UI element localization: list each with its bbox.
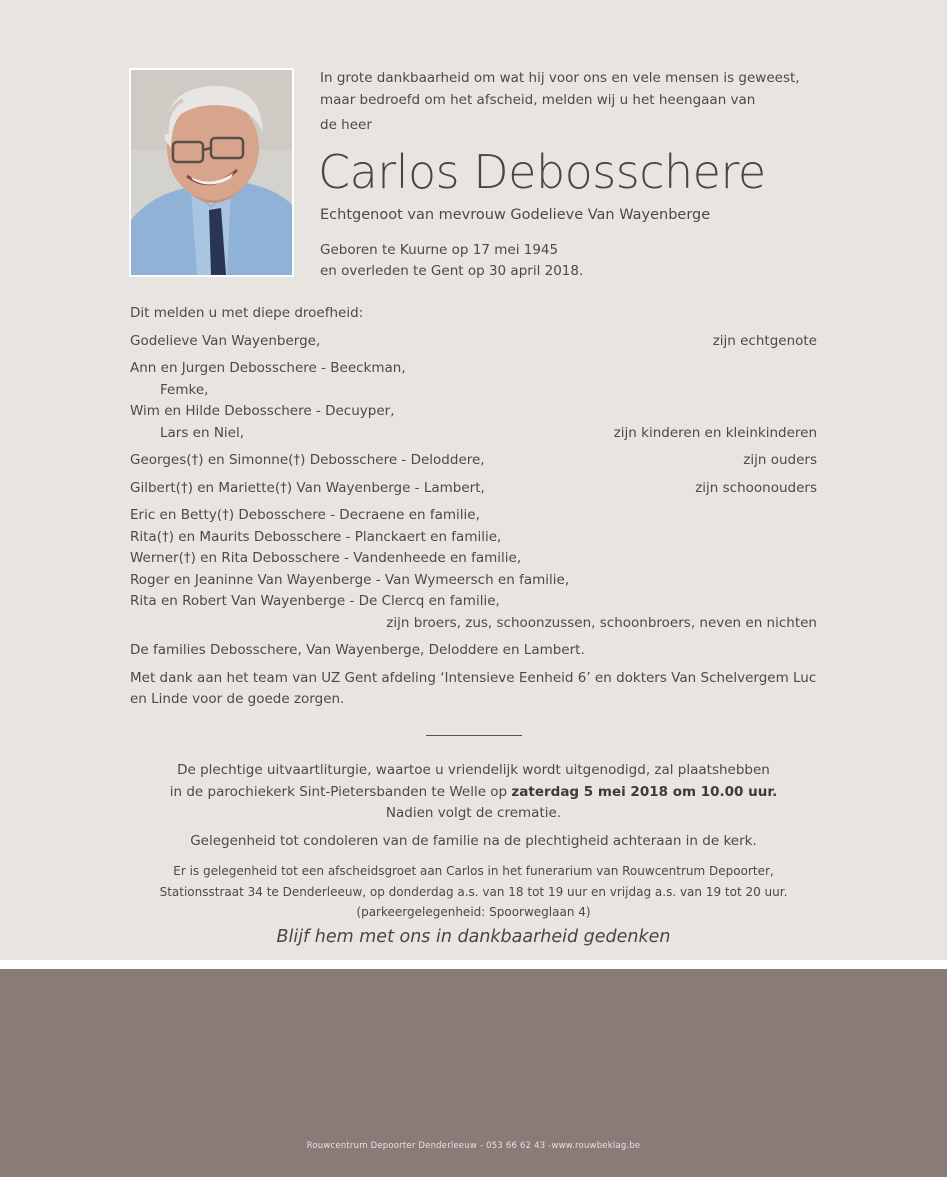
family-row-sibling-3: Werner(†) en Rita Debosschere - Vandenheede en familie, <box>130 550 522 566</box>
family-row-inlaws <box>130 478 817 500</box>
ceremony-line-2 <box>0 782 947 804</box>
family-row-sibling-1: Eric en Betty(†) Debosschere - Decraene en familie, <box>130 507 480 523</box>
family-row-grandchild-2 <box>130 423 817 445</box>
ceremony-info <box>0 760 947 825</box>
portrait-image <box>131 70 292 275</box>
family-row-child-2: Wim en Hilde Debosschere - Decuyper, <box>130 403 395 419</box>
family-row-spouse <box>130 331 817 353</box>
parents-names: Georges(†) en Simonne(†) Debosschere - Deloddere, <box>130 452 485 468</box>
spouse-line: Echtgenoot van mevrouw Godelieve Van Wayenberge <box>320 207 711 223</box>
family-row-siblings-role <box>130 613 817 635</box>
intro-line-2: maar bedroefd om het afscheid, melden wij u het heengaan van <box>320 92 756 108</box>
spouse-name: Godelieve Van Wayenberge, <box>130 332 321 349</box>
spouse-role: zijn echtgenote <box>712 332 817 349</box>
inlaws-role: zijn schoonouders <box>695 479 817 496</box>
family-list <box>130 303 817 711</box>
birth-death-info <box>320 240 820 282</box>
footer-text: Rouwcentrum Depoorter Denderleeuw - 053 66 62 43 -www.rouwbeklag.be <box>306 1141 641 1151</box>
ceremony-line-1: De plechtige uitvaartliturgie, waartoe u vriendelijk wordt uitgenodigd, zal plaatshebben <box>177 762 770 778</box>
parents-role: zijn ouders <box>743 452 817 468</box>
birth-line: Geboren te Kuurne op 17 mei 1945 <box>320 242 559 258</box>
portrait-photo <box>129 68 294 277</box>
farewell-line-1: Er is gelegenheid tot een afscheidsgroet aan Carlos in het funerarium van Rouwcentrum Depoorter, <box>173 864 774 878</box>
family-row-sibling-5: Rita en Robert Van Wayenberge - De Clercq en familie, <box>130 593 500 609</box>
family-row-parents <box>130 450 817 472</box>
title-de-heer: de heer <box>320 117 372 133</box>
separator-strip <box>0 960 947 969</box>
intro-line-1: In grote dankbaarheid om wat hij voor ons en vele mensen is geweest, <box>320 70 800 86</box>
siblings-role: zijn broers, zus, schoonzussen, schoonbroers, neven en nichten <box>386 614 817 631</box>
family-row-child-1: Ann en Jurgen Debosschere - Beeckman, <box>130 360 406 376</box>
children-role: zijn kinderen en kleinkinderen <box>613 424 817 441</box>
inlaws-names: Gilbert(†) en Mariette(†) Van Wayenberge - Lambert, <box>130 479 485 496</box>
closing-line: Blijf hem met ons in dankbaarheid gedenken <box>276 927 671 947</box>
farewell-line-2: Stationsstraat 34 te Denderleeuw, op donderdag a.s. van 18 tot 19 uur en vrijdag a.s. van 19 tot 20 uur. <box>159 884 788 899</box>
family-row-grandchild-1: Femke, <box>160 381 209 398</box>
family-row-families: De families Debosschere, Van Wayenberge, Deloddere en Lambert. <box>130 642 585 658</box>
deceased-name: Carlos Debosschere <box>318 145 766 199</box>
divider <box>426 735 522 736</box>
grandchild-2-names: Lars en Niel, <box>160 424 245 441</box>
ceremony-date: zaterdag 5 mei 2018 om 10.00 uur. <box>511 783 778 800</box>
parking-line: (parkeergelegenheid: Spoorweglaan 4) <box>356 905 591 919</box>
ceremony-line-3: Nadien volgt de crematie. <box>385 805 562 821</box>
farewell-info <box>0 861 947 923</box>
death-line: en overleden te Gent op 30 april 2018. <box>320 263 584 279</box>
condolence-info: Gelegenheid tot condoleren van de familie na de plechtigheid achteraan in de kerk. <box>190 833 757 849</box>
intro-text <box>320 67 880 111</box>
thanks-line-2: en Linde voor de goede zorgen. <box>130 691 345 707</box>
family-heading: Dit melden u met diepe droefheid: <box>130 305 364 321</box>
family-row-sibling-4: Roger en Jeaninne Van Wayenberge - Van Wymeersch en familie, <box>130 571 570 588</box>
family-row-sibling-2: Rita(†) en Maurits Debosschere - Planckaert en familie, <box>130 528 502 545</box>
thanks-line-1: Met dank aan het team van UZ Gent afdeling ‘Intensieve Eenheid 6’ en dokters Van Schelvergem Luc <box>130 669 817 686</box>
ceremony-location: in de parochiekerk Sint-Pietersbanden te Welle op <box>169 783 512 800</box>
